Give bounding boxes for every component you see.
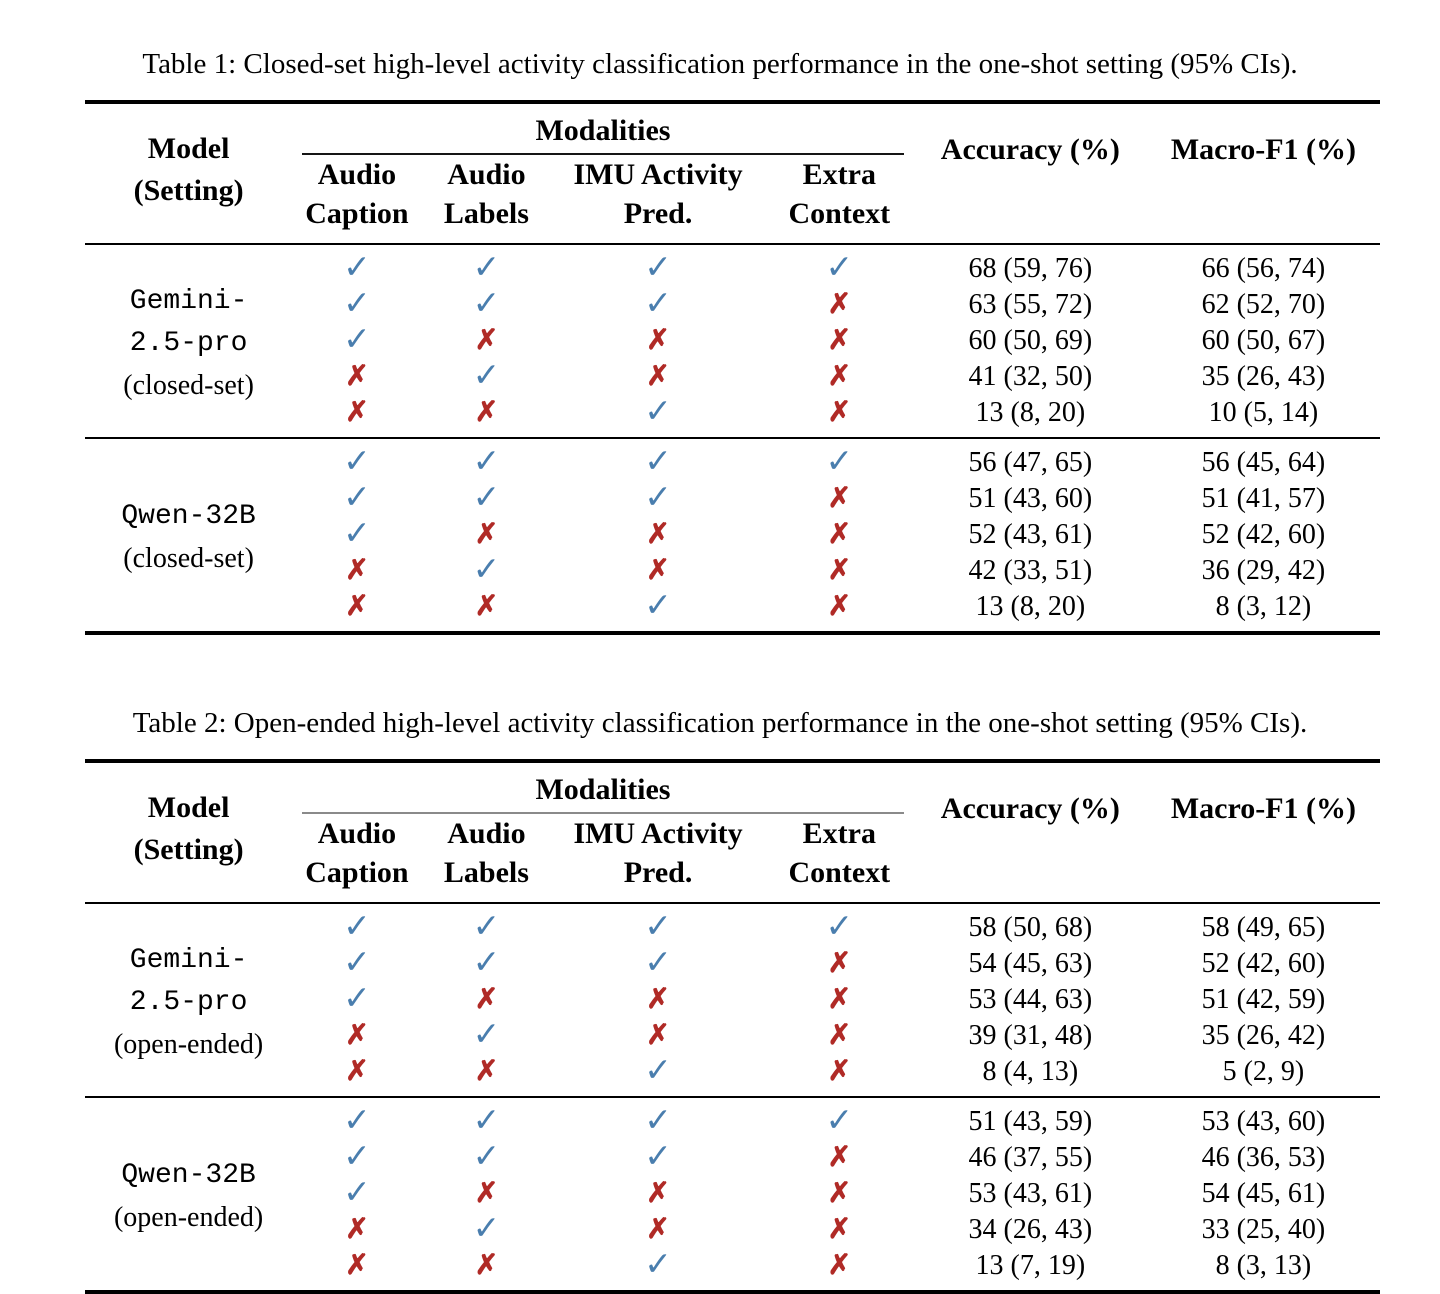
imu-activity-pred-cell <box>551 1212 765 1248</box>
cross-icon: ✗ <box>646 325 670 356</box>
extra-context-cell <box>765 1176 914 1212</box>
modality-column-header <box>765 155 914 244</box>
imu-activity-pred-cell <box>551 903 765 946</box>
accuracy-value: 34 (26, 43) <box>968 1214 1093 1245</box>
cross-icon: ✗ <box>827 984 852 1015</box>
cross-icon: ✗ <box>827 519 852 550</box>
accuracy-header <box>914 102 1147 244</box>
accuracy-value: 53 (44, 63) <box>968 984 1093 1015</box>
macro-f1-header <box>1147 102 1380 244</box>
audio-caption-cell <box>292 481 422 517</box>
check-icon: ✓ <box>343 945 371 981</box>
cross-icon: ✗ <box>827 948 852 979</box>
modality-header-line: Context <box>788 856 891 889</box>
table-row <box>85 438 1380 481</box>
modality-header-line: Labels <box>443 197 529 230</box>
extra-context-cell <box>765 395 914 438</box>
imu-activity-pred-cell <box>551 359 765 395</box>
table-body <box>85 244 1380 633</box>
table-2-section <box>0 703 1440 1294</box>
check-icon: ✓ <box>343 286 371 322</box>
check-icon: ✓ <box>343 909 371 945</box>
audio-caption-cell <box>292 1140 422 1176</box>
modality-column-header <box>765 814 914 903</box>
audio-labels-cell <box>422 244 552 287</box>
modalities-header <box>292 761 914 814</box>
accuracy-value: 46 (37, 55) <box>968 1142 1093 1173</box>
cross-icon: ✗ <box>827 1178 852 1209</box>
check-icon: ✓ <box>472 286 501 322</box>
modality-column-header <box>292 155 422 244</box>
accuracy-value: 51 (43, 59) <box>914 1097 1147 1140</box>
modality-header-line: Context <box>788 197 891 230</box>
macro-f1-value: 51 (41, 57) <box>1201 483 1326 514</box>
macro-f1-header-label: Macro-F1 (%) <box>1170 791 1357 825</box>
check-icon: ✓ <box>644 1247 672 1283</box>
cross-icon: ✗ <box>646 1214 670 1245</box>
modality-column-header <box>422 155 552 244</box>
cross-icon: ✗ <box>646 1020 670 1051</box>
check-icon: ✓ <box>825 909 854 945</box>
cross-icon: ✗ <box>474 397 499 428</box>
audio-labels-cell <box>422 589 552 633</box>
cross-icon: ✗ <box>345 1250 369 1281</box>
audio-caption-cell <box>292 1018 422 1054</box>
check-icon: ✓ <box>343 1175 371 1211</box>
macro-f1-value: 33 (25, 40) <box>1201 1214 1326 1245</box>
check-icon: ✓ <box>343 1139 371 1175</box>
table-header <box>85 102 1380 244</box>
imu-activity-pred-cell <box>551 323 765 359</box>
model-name: Qwen-32B <box>121 1160 256 1191</box>
extra-context-cell <box>765 553 914 589</box>
cross-icon: ✗ <box>646 1178 670 1209</box>
model-setting: (open-ended) <box>113 1029 264 1060</box>
model-header-line: (Setting) <box>133 173 244 207</box>
extra-context-cell <box>765 481 914 517</box>
cross-icon: ✗ <box>474 984 499 1015</box>
audio-labels-cell <box>422 1054 552 1097</box>
modality-header-line: Audio <box>317 158 397 191</box>
modality-header-line: IMU Activity <box>573 158 743 191</box>
modality-header-line: Pred. <box>623 197 693 230</box>
imu-activity-pred-cell <box>551 481 765 517</box>
accuracy-value: 68 (59, 76) <box>968 253 1093 284</box>
macro-f1-value: 52 (42, 60) <box>1201 519 1326 550</box>
model-name: Gemini- <box>129 945 248 976</box>
imu-activity-pred-cell <box>551 1097 765 1140</box>
cross-icon: ✗ <box>646 984 670 1015</box>
cross-icon: ✗ <box>474 1250 499 1281</box>
cross-icon: ✗ <box>474 1178 499 1209</box>
audio-caption-cell <box>292 323 422 359</box>
table-header <box>85 761 1380 903</box>
audio-labels-cell <box>422 517 552 553</box>
audio-labels-cell <box>422 1212 552 1248</box>
macro-f1-value: 10 (5, 14) <box>1208 397 1319 428</box>
cross-icon: ✗ <box>345 1020 369 1051</box>
modality-header-line: Extra <box>802 158 876 191</box>
check-icon: ✓ <box>472 358 501 394</box>
macro-f1-value: 35 (26, 42) <box>1201 1020 1326 1051</box>
model-name: 2.5-pro <box>129 328 248 359</box>
cross-icon: ✗ <box>345 555 369 586</box>
audio-caption-cell <box>292 1176 422 1212</box>
check-icon: ✓ <box>644 1053 672 1089</box>
accuracy-value: 60 (50, 69) <box>968 325 1093 356</box>
modality-header-line: Extra <box>802 817 876 850</box>
imu-activity-pred-cell <box>551 1018 765 1054</box>
cross-icon: ✗ <box>646 361 670 392</box>
modality-header-line: Audio <box>447 158 526 191</box>
check-icon: ✓ <box>343 322 371 358</box>
cross-icon: ✗ <box>827 591 852 622</box>
extra-context-cell <box>765 1212 914 1248</box>
imu-activity-pred-cell <box>551 589 765 633</box>
model-setting-cell <box>85 1097 292 1292</box>
cross-icon: ✗ <box>474 591 499 622</box>
audio-caption-cell <box>292 1054 422 1097</box>
imu-activity-pred-cell <box>551 517 765 553</box>
check-icon: ✓ <box>343 981 371 1017</box>
imu-activity-pred-cell <box>551 1176 765 1212</box>
accuracy-value: 13 (8, 20) <box>975 397 1086 428</box>
table-1-caption: Table 1: Closed-set high-level activity classification performance in the one-shot setting (95% CIs). <box>142 48 1298 80</box>
modalities-header <box>292 102 914 155</box>
extra-context-cell <box>765 323 914 359</box>
accuracy-header-label: Accuracy (%) <box>940 132 1120 166</box>
check-icon: ✓ <box>472 1139 501 1175</box>
macro-f1-header-label: Macro-F1 (%) <box>1170 132 1357 166</box>
check-icon: ✓ <box>472 945 501 981</box>
imu-activity-pred-cell <box>551 946 765 982</box>
check-icon: ✓ <box>472 444 501 480</box>
audio-labels-cell <box>422 395 552 438</box>
check-icon: ✓ <box>472 552 501 588</box>
cross-icon: ✗ <box>827 325 852 356</box>
table-1-section <box>0 44 1440 635</box>
audio-caption-cell <box>292 287 422 323</box>
audio-caption-cell <box>292 1212 422 1248</box>
macro-f1-value: 58 (49, 65) <box>1201 912 1326 943</box>
imu-activity-pred-cell <box>551 1248 765 1292</box>
audio-labels-cell <box>422 1248 552 1292</box>
imu-activity-pred-cell <box>551 395 765 438</box>
accuracy-header-label: Accuracy (%) <box>940 791 1120 825</box>
modality-header-line: IMU Activity <box>573 817 743 850</box>
header-row <box>85 102 1380 155</box>
model-name: Qwen-32B <box>121 501 256 532</box>
cross-icon: ✗ <box>345 397 369 428</box>
imu-activity-pred-cell <box>551 982 765 1018</box>
model-setting-cell <box>85 903 292 1097</box>
check-icon: ✓ <box>343 1103 371 1139</box>
extra-context-cell <box>765 359 914 395</box>
table-row <box>85 244 1380 287</box>
audio-labels-cell <box>422 982 552 1018</box>
accuracy-value: 39 (31, 48) <box>968 1020 1093 1051</box>
audio-labels-cell <box>422 1018 552 1054</box>
modality-column-header <box>422 814 552 903</box>
header-row <box>85 761 1380 814</box>
accuracy-value: 58 (50, 68) <box>968 912 1093 943</box>
check-icon: ✓ <box>472 250 501 286</box>
accuracy-value: 13 (7, 19) <box>975 1250 1086 1281</box>
macro-f1-value: 53 (43, 60) <box>1147 1097 1380 1140</box>
model-setting-header <box>85 102 292 244</box>
table-row <box>85 1097 1380 1140</box>
extra-context-cell <box>765 438 914 481</box>
audio-labels-cell <box>422 359 552 395</box>
cross-icon: ✗ <box>827 361 852 392</box>
imu-activity-pred-cell <box>551 287 765 323</box>
audio-caption-cell <box>292 946 422 982</box>
cross-icon: ✗ <box>827 1020 852 1051</box>
check-icon: ✓ <box>343 480 371 516</box>
check-icon: ✓ <box>343 444 371 480</box>
check-icon: ✓ <box>472 480 501 516</box>
audio-caption-cell <box>292 1248 422 1292</box>
accuracy-value: 13 (8, 20) <box>975 591 1086 622</box>
audio-labels-cell <box>422 438 552 481</box>
audio-caption-cell <box>292 395 422 438</box>
cross-icon: ✗ <box>646 519 670 550</box>
check-icon: ✓ <box>644 1103 672 1139</box>
table-row <box>85 903 1380 946</box>
check-icon: ✓ <box>644 588 672 624</box>
model-name: Gemini- <box>129 286 248 317</box>
audio-caption-cell <box>292 982 422 1018</box>
modality-header-line: Caption <box>305 856 409 889</box>
macro-f1-value: 46 (36, 53) <box>1201 1142 1326 1173</box>
accuracy-header <box>914 761 1147 903</box>
model-setting: (open-ended) <box>113 1202 264 1233</box>
table-2-caption: Table 2: Open-ended high-level activity classification performance in the one-shot setting (95% CIs). <box>132 707 1308 739</box>
audio-caption-cell <box>292 517 422 553</box>
model-setting: (closed-set) <box>123 370 254 401</box>
check-icon: ✓ <box>472 1017 501 1053</box>
imu-activity-pred-cell <box>551 438 765 481</box>
macro-f1-value: 54 (45, 61) <box>1201 1178 1326 1209</box>
model-header-line: (Setting) <box>133 832 244 866</box>
modality-column-header <box>292 814 422 903</box>
check-icon: ✓ <box>825 444 854 480</box>
audio-caption-cell <box>292 1097 422 1140</box>
cross-icon: ✗ <box>827 555 852 586</box>
extra-context-cell <box>765 287 914 323</box>
check-icon: ✓ <box>825 1103 854 1139</box>
extra-context-cell <box>765 946 914 982</box>
accuracy-value: 8 (4, 13) <box>982 1056 1079 1087</box>
check-icon: ✓ <box>644 909 672 945</box>
check-icon: ✓ <box>644 394 672 430</box>
accuracy-value: 41 (32, 50) <box>968 361 1093 392</box>
audio-caption-cell <box>292 359 422 395</box>
modality-header-line: Caption <box>305 197 409 230</box>
macro-f1-value: 56 (45, 64) <box>1147 438 1380 481</box>
macro-f1-value: 8 (3, 13) <box>1215 1250 1312 1281</box>
accuracy-value: 42 (33, 51) <box>968 555 1093 586</box>
macro-f1-header <box>1147 761 1380 903</box>
macro-f1-value: 8 (3, 12) <box>1215 591 1312 622</box>
model-setting-cell <box>85 438 292 633</box>
model-setting-cell <box>85 244 292 438</box>
check-icon: ✓ <box>644 1139 672 1175</box>
accuracy-value: 52 (43, 61) <box>968 519 1093 550</box>
audio-caption-cell <box>292 244 422 287</box>
modality-header-line: Audio <box>447 817 526 850</box>
audio-labels-cell <box>422 481 552 517</box>
cross-icon: ✗ <box>827 1142 852 1173</box>
macro-f1-value: 52 (42, 60) <box>1201 948 1326 979</box>
modality-header-line: Pred. <box>623 856 693 889</box>
audio-labels-cell <box>422 903 552 946</box>
check-icon: ✓ <box>644 286 672 322</box>
cross-icon: ✗ <box>827 1056 852 1087</box>
extra-context-cell <box>765 1097 914 1140</box>
modality-header-line: Labels <box>443 856 529 889</box>
accuracy-value: 54 (45, 63) <box>968 948 1093 979</box>
cross-icon: ✗ <box>646 555 670 586</box>
extra-context-cell <box>765 982 914 1018</box>
audio-labels-cell <box>422 1176 552 1212</box>
audio-labels-cell <box>422 1140 552 1176</box>
cross-icon: ✗ <box>474 325 499 356</box>
cross-icon: ✗ <box>345 1214 369 1245</box>
imu-activity-pred-cell <box>551 244 765 287</box>
extra-context-cell <box>765 903 914 946</box>
model-header-line: Model <box>147 790 230 824</box>
audio-caption-cell <box>292 589 422 633</box>
extra-context-cell <box>765 1018 914 1054</box>
cross-icon: ✗ <box>474 519 499 550</box>
macro-f1-value: 62 (52, 70) <box>1201 289 1326 320</box>
cross-icon: ✗ <box>345 591 369 622</box>
modalities-label: Modalities <box>535 773 671 806</box>
imu-activity-pred-cell <box>551 1054 765 1097</box>
audio-caption-cell <box>292 438 422 481</box>
model-name: 2.5-pro <box>129 987 248 1018</box>
check-icon: ✓ <box>472 909 501 945</box>
audio-caption-cell <box>292 903 422 946</box>
model-setting: (closed-set) <box>123 543 254 574</box>
imu-activity-pred-cell <box>551 1140 765 1176</box>
cross-icon: ✗ <box>827 483 852 514</box>
extra-context-cell <box>765 1054 914 1097</box>
modality-column-header <box>551 155 765 244</box>
accuracy-value: 53 (43, 61) <box>968 1178 1093 1209</box>
check-icon: ✓ <box>644 945 672 981</box>
accuracy-value: 56 (47, 65) <box>914 438 1147 481</box>
table-2 <box>85 759 1380 1294</box>
cross-icon: ✗ <box>827 397 852 428</box>
extra-context-cell <box>765 244 914 287</box>
accuracy-value: 51 (43, 60) <box>968 483 1093 514</box>
model-header-line: Model <box>147 131 230 165</box>
model-setting-header <box>85 761 292 903</box>
macro-f1-value: 35 (26, 43) <box>1201 361 1326 392</box>
imu-activity-pred-cell <box>551 553 765 589</box>
check-icon: ✓ <box>343 250 371 286</box>
cross-icon: ✗ <box>827 1214 852 1245</box>
audio-labels-cell <box>422 287 552 323</box>
accuracy-value: 63 (55, 72) <box>968 289 1093 320</box>
macro-f1-value: 66 (56, 74) <box>1201 253 1326 284</box>
check-icon: ✓ <box>343 516 371 552</box>
check-icon: ✓ <box>644 480 672 516</box>
modalities-label: Modalities <box>535 114 671 147</box>
modality-column-header <box>551 814 765 903</box>
extra-context-cell <box>765 1248 914 1292</box>
extra-context-cell <box>765 589 914 633</box>
check-icon: ✓ <box>825 250 854 286</box>
macro-f1-value: 36 (29, 42) <box>1201 555 1326 586</box>
table-body <box>85 903 1380 1292</box>
check-icon: ✓ <box>472 1103 501 1139</box>
cross-icon: ✗ <box>474 1056 499 1087</box>
cross-icon: ✗ <box>827 289 852 320</box>
modality-header-line: Audio <box>317 817 397 850</box>
macro-f1-value: 5 (2, 9) <box>1222 1056 1305 1087</box>
audio-labels-cell <box>422 1097 552 1140</box>
extra-context-cell <box>765 517 914 553</box>
extra-context-cell <box>765 1140 914 1176</box>
check-icon: ✓ <box>644 250 672 286</box>
cross-icon: ✗ <box>345 361 369 392</box>
cross-icon: ✗ <box>827 1250 852 1281</box>
check-icon: ✓ <box>472 1211 501 1247</box>
macro-f1-value: 60 (50, 67) <box>1201 325 1326 356</box>
macro-f1-value: 51 (42, 59) <box>1201 984 1326 1015</box>
check-icon: ✓ <box>644 444 672 480</box>
cross-icon: ✗ <box>345 1056 369 1087</box>
table-1 <box>85 100 1380 635</box>
audio-labels-cell <box>422 946 552 982</box>
audio-labels-cell <box>422 323 552 359</box>
audio-labels-cell <box>422 553 552 589</box>
audio-caption-cell <box>292 553 422 589</box>
